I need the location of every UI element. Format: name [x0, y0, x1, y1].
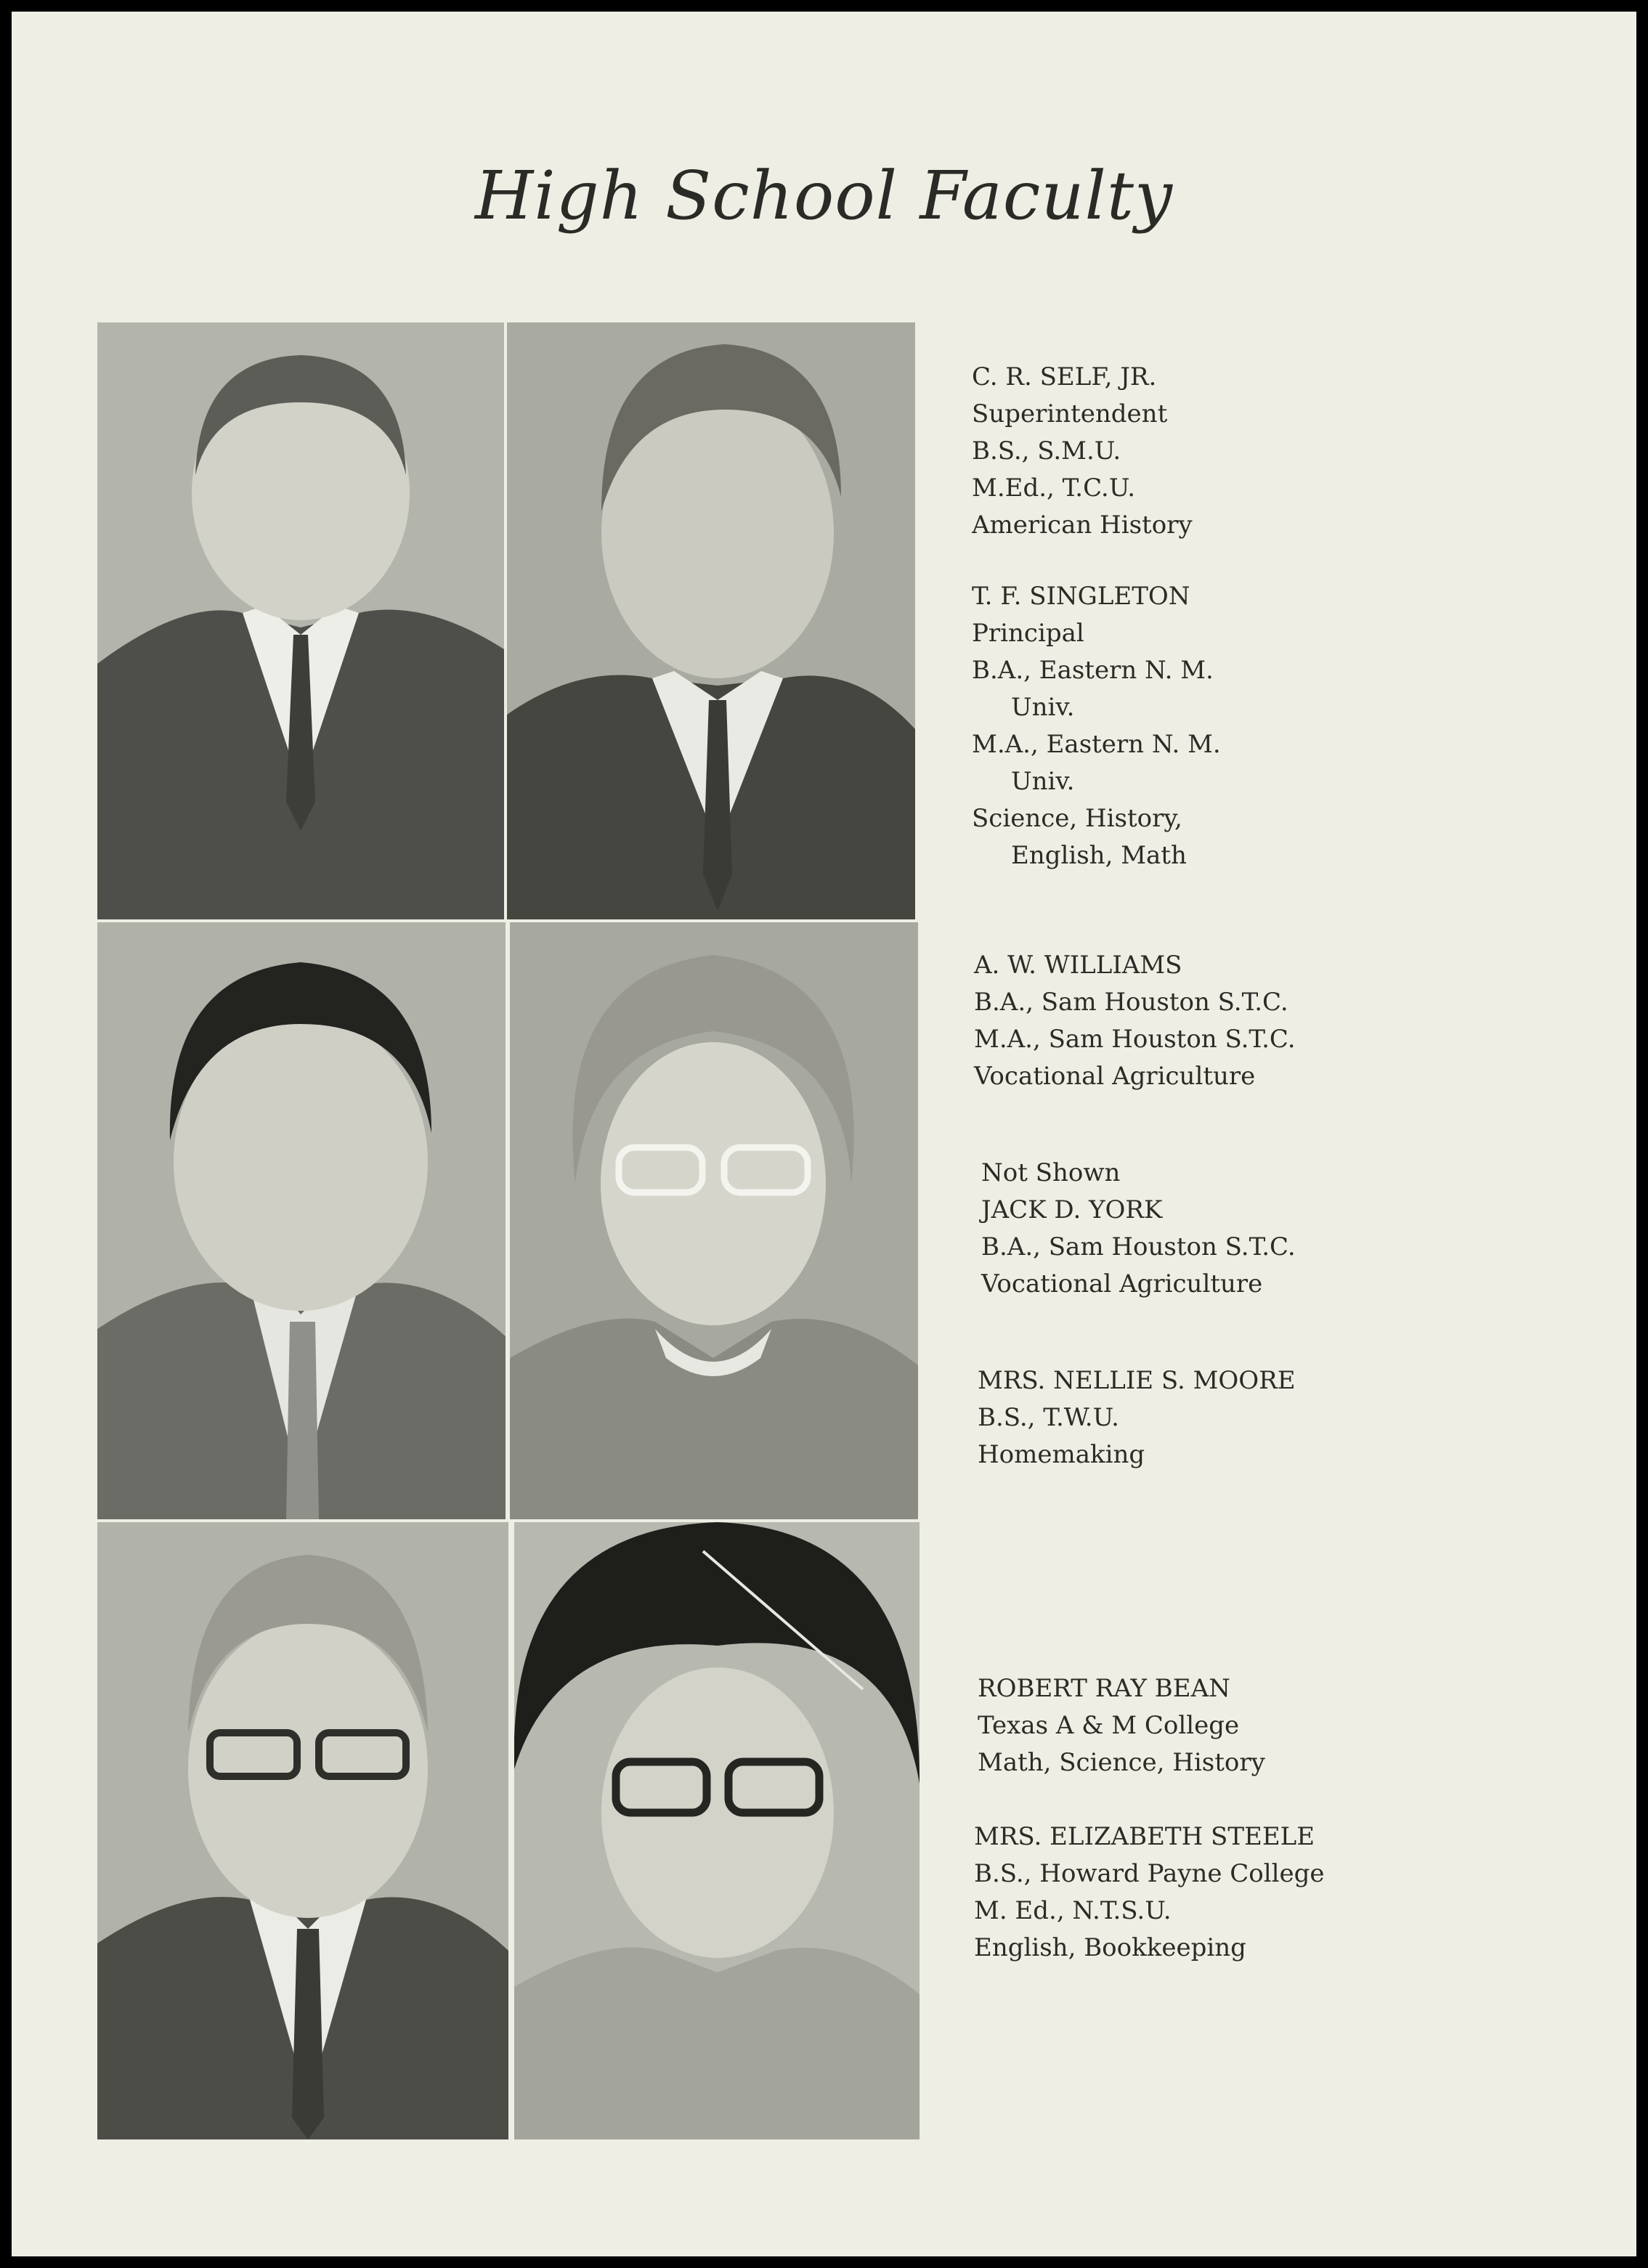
faculty-entry-singleton: [972, 578, 1221, 874]
faculty-detail: B.A., Sam Houston S.T.C.: [981, 1232, 1296, 1261]
faculty-name: JACK D. YORK: [981, 1195, 1163, 1224]
faculty-detail: English, Bookkeeping: [974, 1933, 1246, 1962]
portrait-bean-figure: [97, 1522, 508, 2139]
faculty-entry-steele: [974, 1818, 1325, 1967]
portrait-moore: [510, 922, 918, 1519]
faculty-detail: Univ.: [1011, 767, 1075, 796]
faculty-detail: M.A., Eastern N. M.: [972, 730, 1221, 759]
faculty-detail: Superintendent: [972, 399, 1168, 428]
faculty-detail: Vocational Agriculture: [981, 1269, 1263, 1298]
faculty-entry-moore: [978, 1362, 1296, 1474]
faculty-detail: B.S., S.M.U.: [972, 436, 1121, 466]
faculty-detail: B.S., Howard Payne College: [974, 1859, 1325, 1888]
faculty-name: T. F. SINGLETON: [972, 582, 1190, 611]
faculty-detail: M. Ed., N.T.S.U.: [974, 1896, 1172, 1925]
portrait-singleton: [507, 322, 915, 919]
portrait-steele-figure: [514, 1522, 920, 2139]
faculty-detail: Homemaking: [978, 1440, 1145, 1469]
faculty-entry-williams: [974, 947, 1296, 1095]
portrait-self-figure: [97, 322, 504, 919]
faculty-detail: B.S., T.W.U.: [978, 1403, 1119, 1432]
faculty-note: Not Shown: [981, 1158, 1121, 1187]
faculty-detail: Texas A & M College: [978, 1711, 1240, 1740]
portrait-moore-figure: [510, 922, 918, 1519]
faculty-detail: English, Math: [1011, 841, 1187, 870]
faculty-detail: Univ.: [1011, 693, 1075, 722]
faculty-detail: American History: [972, 511, 1193, 540]
faculty-name: MRS. NELLIE S. MOORE: [978, 1366, 1296, 1395]
faculty-entry-bean: [978, 1670, 1265, 1781]
faculty-name: MRS. ELIZABETH STEELE: [974, 1822, 1315, 1851]
faculty-name: C. R. SELF, JR.: [972, 362, 1157, 391]
faculty-detail: B.A., Sam Houston S.T.C.: [974, 988, 1288, 1017]
faculty-detail: M.Ed., T.C.U.: [972, 473, 1136, 503]
faculty-detail: Math, Science, History: [978, 1748, 1265, 1777]
faculty-detail: Science, History,: [972, 804, 1182, 833]
faculty-detail: M.A., Sam Houston S.T.C.: [974, 1025, 1296, 1054]
faculty-name: ROBERT RAY BEAN: [978, 1674, 1230, 1703]
faculty-detail: B.A., Eastern N. M.: [972, 656, 1214, 685]
portrait-singleton-figure: [507, 322, 915, 919]
portrait-williams-figure: [97, 922, 506, 1519]
faculty-name: A. W. WILLIAMS: [974, 951, 1182, 980]
faculty-entry-self: [972, 359, 1193, 544]
portrait-bean: [97, 1522, 508, 2139]
portrait-williams: [97, 922, 506, 1519]
portrait-steele: [514, 1522, 920, 2139]
yearbook-page: [12, 12, 1636, 2256]
faculty-detail: Principal: [972, 619, 1084, 648]
page-title: High School Faculty: [475, 157, 1173, 235]
faculty-entry-york: [981, 1155, 1296, 1303]
portrait-self: [97, 322, 504, 919]
faculty-detail: Vocational Agriculture: [974, 1062, 1256, 1091]
